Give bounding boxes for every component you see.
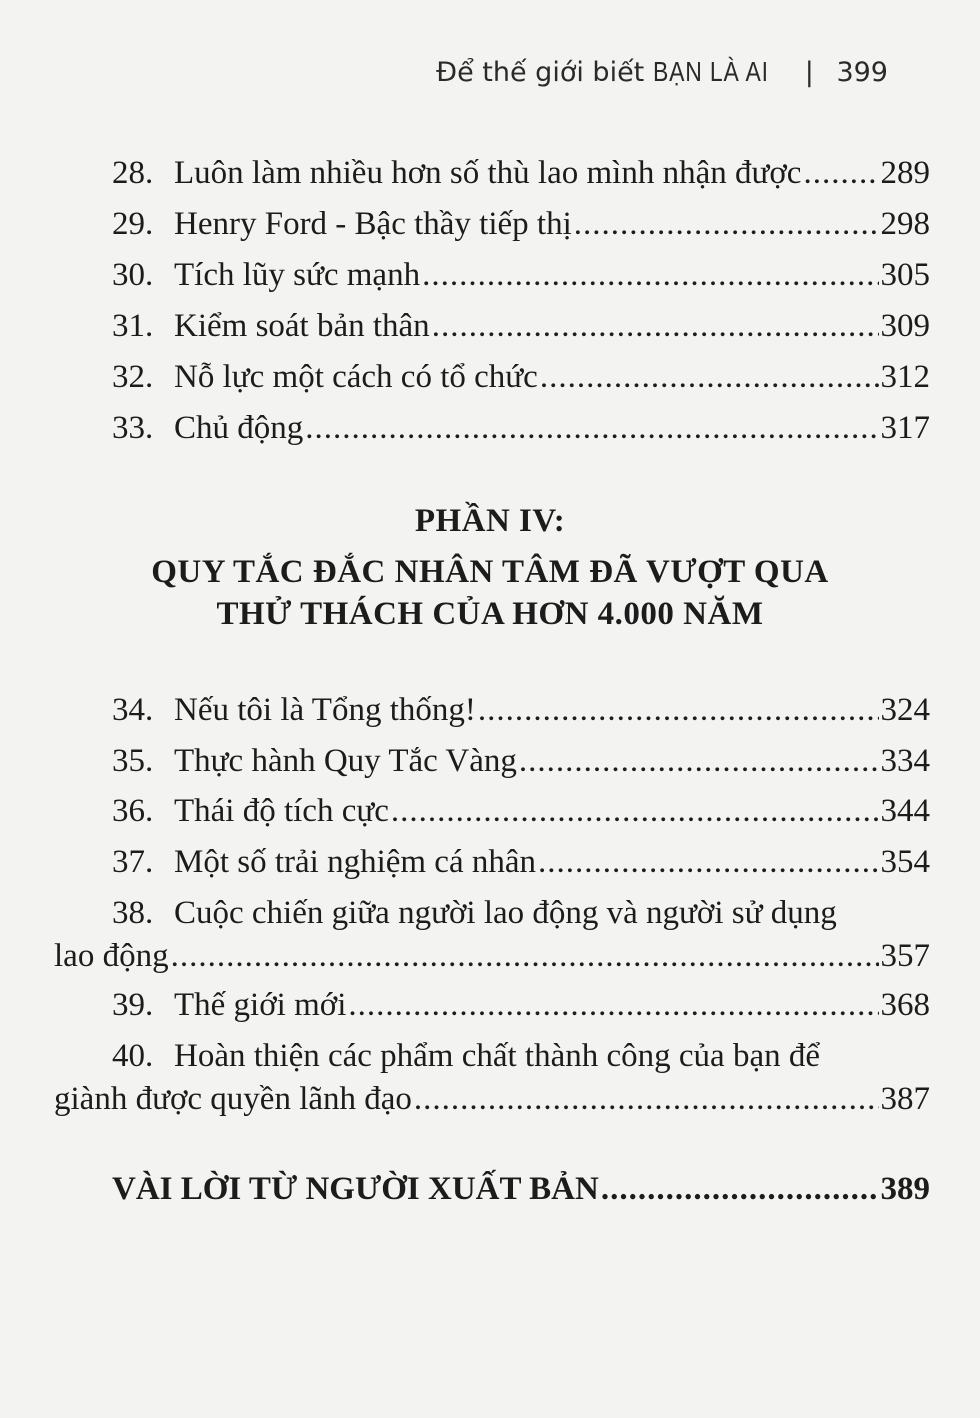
entry-page: 387 — [880, 1081, 930, 1117]
entry-page: 289 — [880, 155, 930, 191]
dot-leader — [519, 741, 879, 781]
page-number: 399 — [836, 57, 888, 88]
entry-title-line-1: Hoàn thiện các phẩm chất thành công của bạn để — [174, 1038, 820, 1074]
entry-title: Một số trải nghiệm cá nhân — [174, 844, 537, 880]
part-title-line-2: THỬ THÁCH CỦA HƠN 4.000 NĂM — [216, 596, 764, 632]
running-header — [436, 56, 888, 88]
dot-leader — [803, 153, 878, 193]
entry-number: 32. — [112, 359, 154, 395]
book-title-prefix: Để thế giới biết — [436, 57, 645, 88]
entry-page: 357 — [880, 938, 930, 974]
header-separator: | — [804, 57, 814, 88]
toc-entry-29[interactable] — [112, 204, 930, 244]
entry-number: 36. — [112, 793, 154, 829]
entry-number: 40. — [112, 1038, 154, 1074]
entry-page: 354 — [880, 844, 930, 880]
entry-title: Nếu tôi là Tổng thống! — [174, 692, 476, 728]
entry-title: Thực hành Quy Tắc Vàng — [174, 743, 517, 779]
dot-leader — [305, 408, 878, 448]
entry-number: 28. — [112, 155, 154, 191]
entry-page: 368 — [880, 987, 930, 1023]
entry-page: 312 — [880, 359, 930, 395]
toc-entry-34[interactable] — [112, 690, 930, 730]
entry-number: 37. — [112, 844, 154, 880]
entry-title-line-1: Cuộc chiến giữa người lao động và người sử dụng — [174, 895, 837, 931]
entry-title: Luôn làm nhiều hơn số thù lao mình nhận được — [174, 155, 802, 191]
dot-leader — [414, 1079, 879, 1119]
toc-entry-39[interactable] — [112, 985, 930, 1025]
toc-entry-31[interactable] — [112, 306, 930, 346]
toc-entry-28[interactable] — [112, 153, 930, 193]
entry-title: Thái độ tích cực — [174, 793, 389, 829]
toc-entry-35[interactable] — [112, 741, 930, 781]
dot-leader — [432, 306, 879, 346]
toc-entry-32[interactable] — [112, 357, 930, 397]
entry-number: 34. — [112, 692, 154, 728]
entry-title: VÀI LỜI TỪ NGƯỜI XUẤT BẢN — [112, 1171, 599, 1207]
toc-entry-38-line-2[interactable] — [54, 936, 930, 976]
dot-leader — [574, 204, 879, 244]
entry-title-line-2: giành được quyền lãnh đạo — [54, 1081, 412, 1117]
dot-leader — [478, 690, 879, 730]
dot-leader — [540, 357, 879, 397]
dot-leader — [348, 985, 878, 1025]
entry-number: 39. — [112, 987, 154, 1023]
dot-leader — [538, 842, 878, 882]
toc-entry-37[interactable] — [112, 842, 930, 882]
toc-entry-40-line-1[interactable] — [112, 1036, 930, 1076]
book-title-brand: BẠN LÀ AI — [652, 56, 769, 87]
part-label: PHẦN IV: — [414, 503, 566, 539]
toc-entry-30[interactable] — [112, 255, 930, 295]
dot-leader — [601, 1169, 879, 1209]
toc-entry-33[interactable] — [112, 408, 930, 448]
entry-number: 30. — [112, 257, 154, 293]
entry-page: 309 — [880, 308, 930, 344]
entry-number: 31. — [112, 308, 154, 344]
entry-number: 35. — [112, 743, 154, 779]
toc-entry-publisher-note[interactable] — [112, 1169, 930, 1209]
entry-title: Chủ động — [174, 410, 304, 446]
entry-number: 38. — [112, 895, 154, 931]
entry-title: Nỗ lực một cách có tổ chức — [174, 359, 538, 395]
entry-page: 324 — [880, 692, 930, 728]
entry-title: Kiểm soát bản thân — [174, 308, 430, 344]
entry-title: Henry Ford - Bậc thầy tiếp thị — [174, 206, 572, 242]
part-title-line-1: QUY TẮC ĐẮC NHÂN TÂM ĐÃ VƯỢT QUA — [151, 554, 829, 590]
entry-number: 33. — [112, 410, 154, 446]
toc-entry-40-line-2[interactable] — [54, 1079, 930, 1119]
entry-page: 298 — [880, 206, 930, 242]
entry-title: Thế giới mới — [174, 987, 347, 1023]
entry-page: 317 — [880, 410, 930, 446]
dot-leader — [422, 255, 878, 295]
dot-leader — [391, 791, 879, 831]
entry-title-line-2: lao động — [54, 938, 169, 974]
toc-entry-36[interactable] — [112, 791, 930, 831]
entry-page: 334 — [880, 743, 930, 779]
entry-number: 29. — [112, 206, 154, 242]
entry-page: 305 — [880, 257, 930, 293]
entry-page: 344 — [880, 793, 930, 829]
toc-entry-38-line-1[interactable] — [112, 893, 930, 933]
entry-title: Tích lũy sức mạnh — [174, 257, 421, 293]
entry-page: 389 — [880, 1171, 930, 1207]
dot-leader — [171, 936, 879, 976]
